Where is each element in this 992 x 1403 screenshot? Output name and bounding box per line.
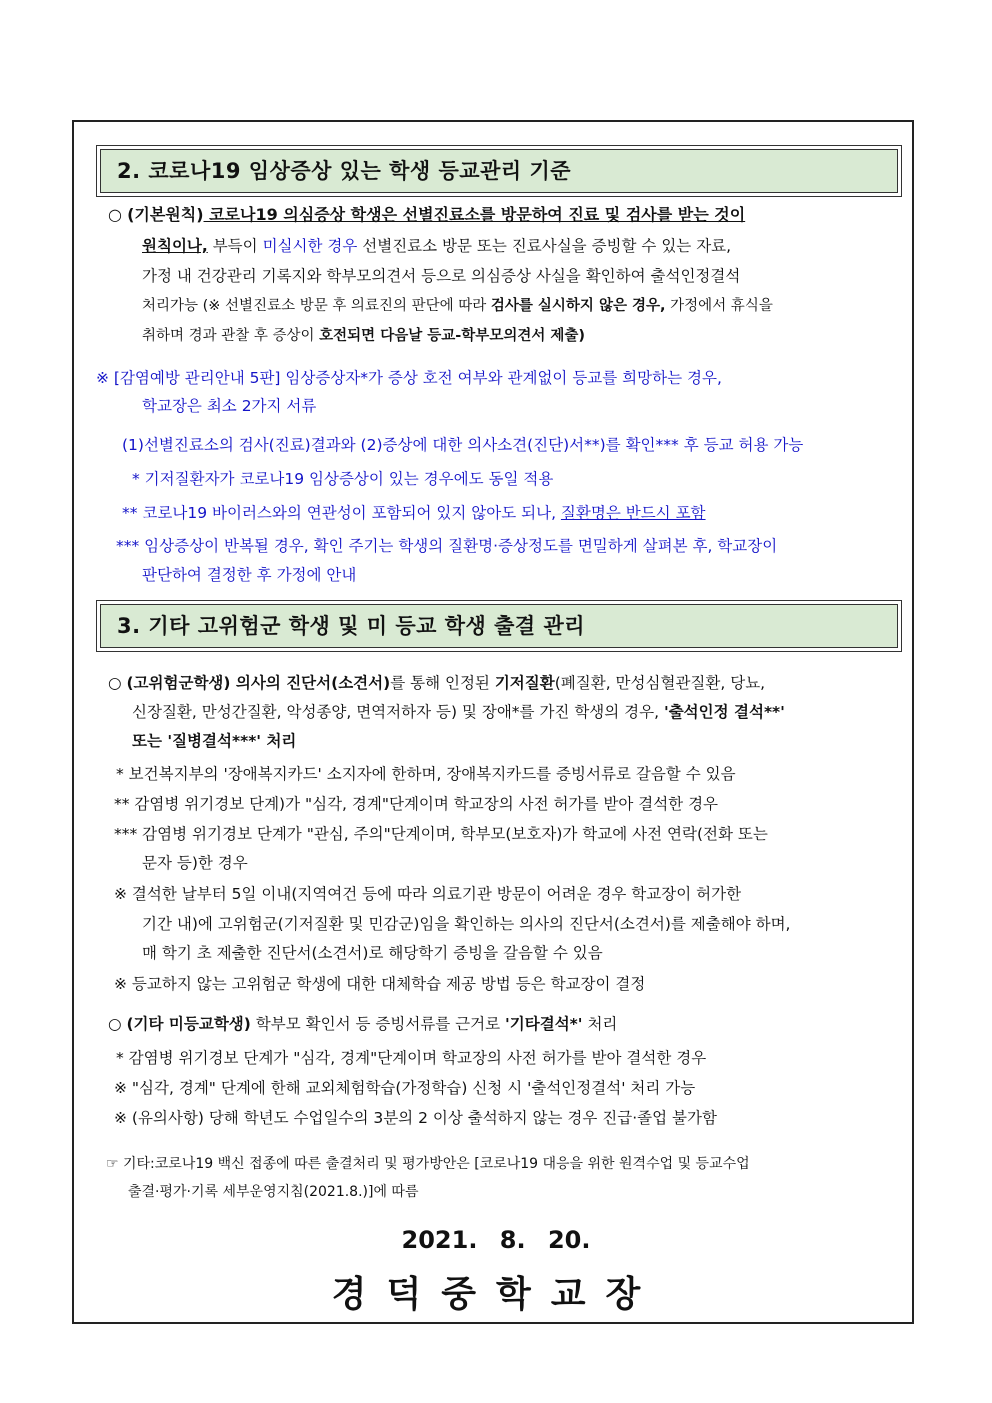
other-absence-line: ○ (기타 미등교학생) 학부모 확인서 등 증빙서류를 근거로 '기타결석*' 처리 (108, 1015, 618, 1033)
section-2-title: 2. 코로나19 임상증상 있는 학생 등교관리 기준 (100, 149, 898, 193)
guide-note-line-2: 학교장은 최소 2가지 서류 (142, 397, 317, 415)
high-risk-note-5: ※ 등교하지 않는 고위험군 학생에 대한 대체학습 제공 방법 등은 학교장이 결정 (114, 975, 646, 993)
issue-date: 2021. 8. 20. (401, 1226, 591, 1254)
documents-note: (1)선별진료소의 검사(진료)결과와 (2)증상에 대한 의사소견(진단)서**)를 확인*** 후 등교 허용 가능 (122, 436, 804, 454)
high-risk-note-3-line-2: 문자 등)한 경우 (142, 854, 248, 872)
section-3-header (96, 600, 902, 652)
section-2-header (96, 145, 902, 197)
footnote-3-line-1: *** 임상증상이 반복될 경우, 확인 주기는 학생의 질환명·증상정도를 면밀하게 살펴본 후, 학교장이 (116, 537, 778, 555)
high-risk-note-1: * 보건복지부의 '장애복지카드' 소지자에 한하며, 장애복지카드를 증빙서류로 갈음할 수 있음 (116, 765, 736, 783)
basic-principle-line-2: 원칙이나, 부득이 미실시한 경우 선별진료소 방문 또는 진료사실을 증빙할 수 있는 자료, (142, 237, 732, 255)
high-risk-line-2: 신장질환, 만성간질환, 악성종양, 면역저하자 등) 및 장애*를 가진 학생의 경우, '출석인정 결석**' (132, 703, 785, 721)
high-risk-note-3-line-1: *** 감염병 위기경보 단계가 "관심, 주의"단계이며, 학부모(보호자)가 학교에 사전 연락(전화 또는 (114, 825, 768, 843)
high-risk-line-3: 또는 '질병결석***' 처리 (132, 732, 297, 750)
high-risk-note-2: ** 감염병 위기경보 단계)가 "심각, 경계"단계이며 학교장의 사전 허가를 받아 결석한 경우 (114, 795, 719, 813)
other-absence-note-1: * 감염병 위기경보 단계가 "심각, 경계"단계이며 학교장의 사전 허가를 받아 결석한 경우 (116, 1049, 707, 1067)
reference-line-1: ☞ 기타:코로나19 백신 접종에 따른 출결처리 및 평가방안은 [코로나19 대응을 위한 원격수업 및 등교수업 (106, 1156, 750, 1172)
high-risk-line-1: ○ (고위험군학생) 의사의 진단서(소견서)를 통해 인정된 기저질환(폐질환, 만성심혈관질환, 당뇨, (108, 674, 766, 692)
basic-principle-line-4: 처리가능 (※ 선별진료소 방문 후 의료진의 판단에 따라 검사를 실시하지 않은 경우, 가정에서 휴식을 (142, 298, 773, 314)
reference-line-2: 출결·평가·기록 세부운영지침(2021.8.)]에 따름 (128, 1184, 419, 1200)
basic-principle-label: (기본원칙) (127, 205, 204, 224)
principal-signature: 경덕중학교장 (331, 1274, 661, 1315)
footnote-2: ** 코로나19 바이러스와의 연관성이 포함되어 있지 않아도 되나, 질환명은 반드시 포함 (122, 504, 706, 522)
footnote-1: * 기저질환자가 코로나19 임상증상이 있는 경우에도 동일 적용 (132, 470, 554, 488)
high-risk-note-4-line-1: ※ 결석한 날부터 5일 이내(지역여건 등에 따라 의료기관 방문이 어려운 경우 학교장이 허가한 (114, 885, 742, 903)
basic-principle-line-3: 가정 내 건강관리 기록지와 학부모의견서 등으로 의심증상 사실을 확인하여 출석인정결석 (142, 267, 741, 285)
other-absence-note-2: ※ "심각, 경계" 단계에 한해 교외체험학습(가정학습) 신청 시 '출석인정결석' 처리 가능 (114, 1079, 696, 1097)
section-3-title: 3. 기타 고위험군 학생 및 미 등교 학생 출결 관리 (100, 604, 898, 648)
basic-principle-line-1 (108, 203, 745, 227)
high-risk-note-4-line-2: 기간 내)에 고위험군(기저질환 및 민감군)임을 확인하는 의사의 진단서(소견서)를 제출해야 하며, (142, 915, 791, 933)
footnote-3-line-2: 판단하여 결정한 후 가정에 안내 (142, 566, 357, 584)
high-risk-note-4-line-3: 매 학기 초 제출한 진단서(소견서)로 해당학기 증빙을 갈음할 수 있음 (142, 944, 603, 962)
bullet-circle: ○ (108, 205, 122, 224)
basic-principle-line-5: 취하며 경과 관찰 후 증상이 호전되면 다음날 등교-학부모의견서 제출) (142, 328, 586, 344)
guide-note-line-1: ※ [감염예방 관리안내 5판] 임상증상자*가 증상 호전 여부와 관계없이 등교를 희망하는 경우, (96, 369, 722, 387)
other-absence-note-3: ※ (유의사항) 당해 학년도 수업일수의 3분의 2 이상 출석하지 않는 경우 진급·졸업 불가함 (114, 1109, 717, 1127)
basic-principle-bold-1: 코로나19 의심증상 학생은 선별진료소를 방문하여 진료 및 검사를 받는 것이 (203, 205, 746, 224)
